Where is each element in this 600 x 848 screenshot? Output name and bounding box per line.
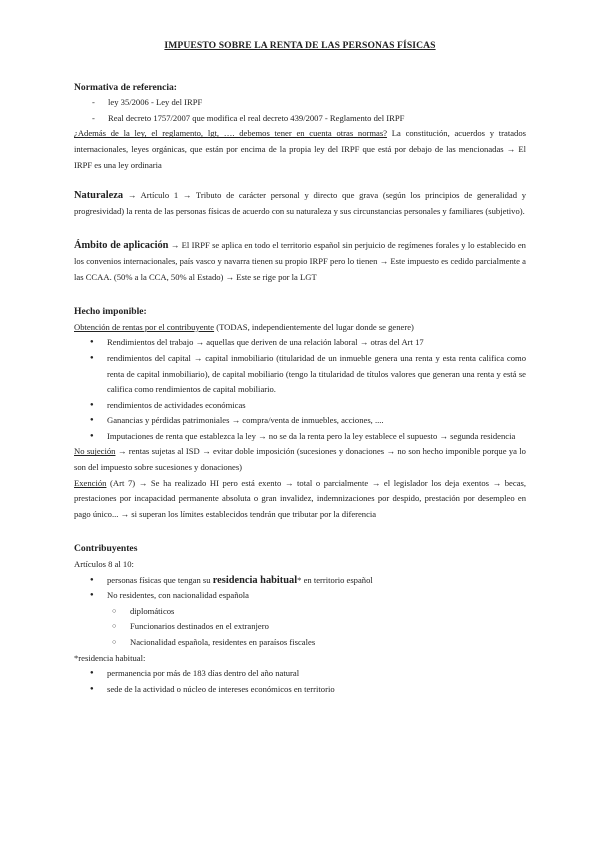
ambito-label: Ámbito de aplicación [74, 240, 169, 252]
list-item: ● sede de la actividad o núcleo de intereses económicos en territorio [90, 682, 526, 698]
list-item: ● rendimientos del capital → capital inmobiliario (titularidad de un inmueble genera una renta y esta renta califica como renta de capital inmobiliario), de capital mobiliario (tengo la titularidad de títulos valores que generan una renta y está se califica como rendimientos de capital mobiliario. [90, 351, 526, 398]
list-item: - Real decreto 1757/2007 que modifica el real decreto 439/2007 - Reglamento del IRPF [92, 111, 526, 127]
exencion-paragraph [74, 476, 526, 523]
list-item: ● Imputaciones de renta que establezca la ley → no se da la renta pero la ley establece el supuesto → segunda residencia [90, 429, 526, 445]
obtencion-text: (TODAS, independientemente del lugar donde se genere) [214, 321, 414, 332]
obtencion-label: Obtención de rentas por el contribuyente [74, 321, 215, 332]
exencion-text: (Art 7) → Se ha realizado HI pero está exento → total o parcialmente → el legislador los deja exentos → becas, prestaciones por incapacidad permanente absoluta o gran invalidez, indemnizaciones por despido, prestación por desempleo en pago único... → si superan los límites establecidos tendrán que tributar por la diferencia [74, 477, 526, 519]
normativa-question: ¿Además de la ley, el reglamento, lgt, …. debemos tener en cuenta otras normas? [74, 128, 388, 139]
list-item: ● Rendimientos del trabajo → aquellas que deriven de una relación laboral → otras del Art 17 [90, 335, 526, 351]
no-residentes-sublist [74, 604, 526, 651]
list-item [90, 573, 526, 589]
residencia-habitual-term: residencia habitual [212, 574, 298, 586]
page-title: IMPUESTO SOBRE LA RENTA DE LAS PERSONAS FÍSICAS [164, 40, 436, 51]
item-text: personas físicas que tengan su [107, 574, 213, 585]
sub-list-item: ○ diplomáticos [112, 604, 526, 620]
ambito-paragraph [74, 238, 526, 285]
list-item: - ley 35/2006 - Ley del IRPF [92, 95, 526, 111]
naturaleza-paragraph [74, 188, 526, 219]
ambito-text: → El IRPF se aplica en todo el territorio español sin perjuicio de regímenes forales y lo establecido en los convenios internacionales, país vasco y navarra tienen su propio IRPF pero lo tienen → Este impuesto es cedido parcialmente a las CCAA. (50% a la CCA, 50% al Estado) → Este se rige por la LGT [74, 240, 526, 282]
obtencion-paragraph [74, 320, 526, 336]
normativa-paragraph [74, 126, 526, 173]
list-item: ● No residentes, con nacionalidad española [90, 588, 526, 604]
list-item: ● rendimientos de actividades económicas [90, 398, 526, 414]
contribuyentes-heading: Contribuyentes [74, 543, 138, 555]
normativa-answer: La constitución, acuerdos y tratados internacionales, leyes orgánicas, que están por encima de la propia ley del IRPF que está por debajo de las mencionadas → El IRPF es una ley ordinaria [74, 128, 526, 170]
naturaleza-label: Naturaleza [74, 190, 124, 202]
item-text: * en territorio español [297, 574, 373, 585]
list-item: ● Ganancias y pérdidas patrimoniales → compra/venta de inmuebles, acciones, .... [90, 413, 526, 429]
articulos-text: Artículos 8 al 10: [74, 559, 134, 570]
naturaleza-text: → Artículo 1 → Tributo de carácter personal y directo que grava (según los principios de generalidad y progresividad) la renta de las personas físicas de acuerdo con su naturaleza y sus circunstancias personales y familiares (subjetivo). [74, 190, 526, 216]
no-sujecion-paragraph [74, 444, 526, 475]
sub-list-item: ○ Funcionarios destinados en el extranjero [112, 619, 526, 635]
no-sujecion-label: No sujeción [74, 446, 116, 457]
exencion-label: Exención [74, 477, 107, 488]
hecho-heading: Hecho imponible: [74, 306, 147, 318]
no-sujecion-text: → rentas sujetas al ISD → evitar doble imposición (sucesiones y donaciones → no son hecho imponible porque ya lo son del impuesto sobre sucesiones y donaciones) [74, 446, 526, 473]
hecho-list [74, 335, 526, 444]
normativa-heading: Normativa de referencia: [74, 81, 178, 93]
document-page [74, 38, 526, 697]
residencia-label: *residencia habitual: [74, 652, 146, 663]
sub-list-item: ○ Nacionalidad española, residentes en paraísos fiscales [112, 635, 526, 651]
list-item: ● permanencia por más de 183 días dentro del año natural [90, 666, 526, 682]
normativa-list [74, 95, 526, 126]
residencia-list [74, 666, 526, 697]
contribuyentes-list [74, 573, 526, 604]
